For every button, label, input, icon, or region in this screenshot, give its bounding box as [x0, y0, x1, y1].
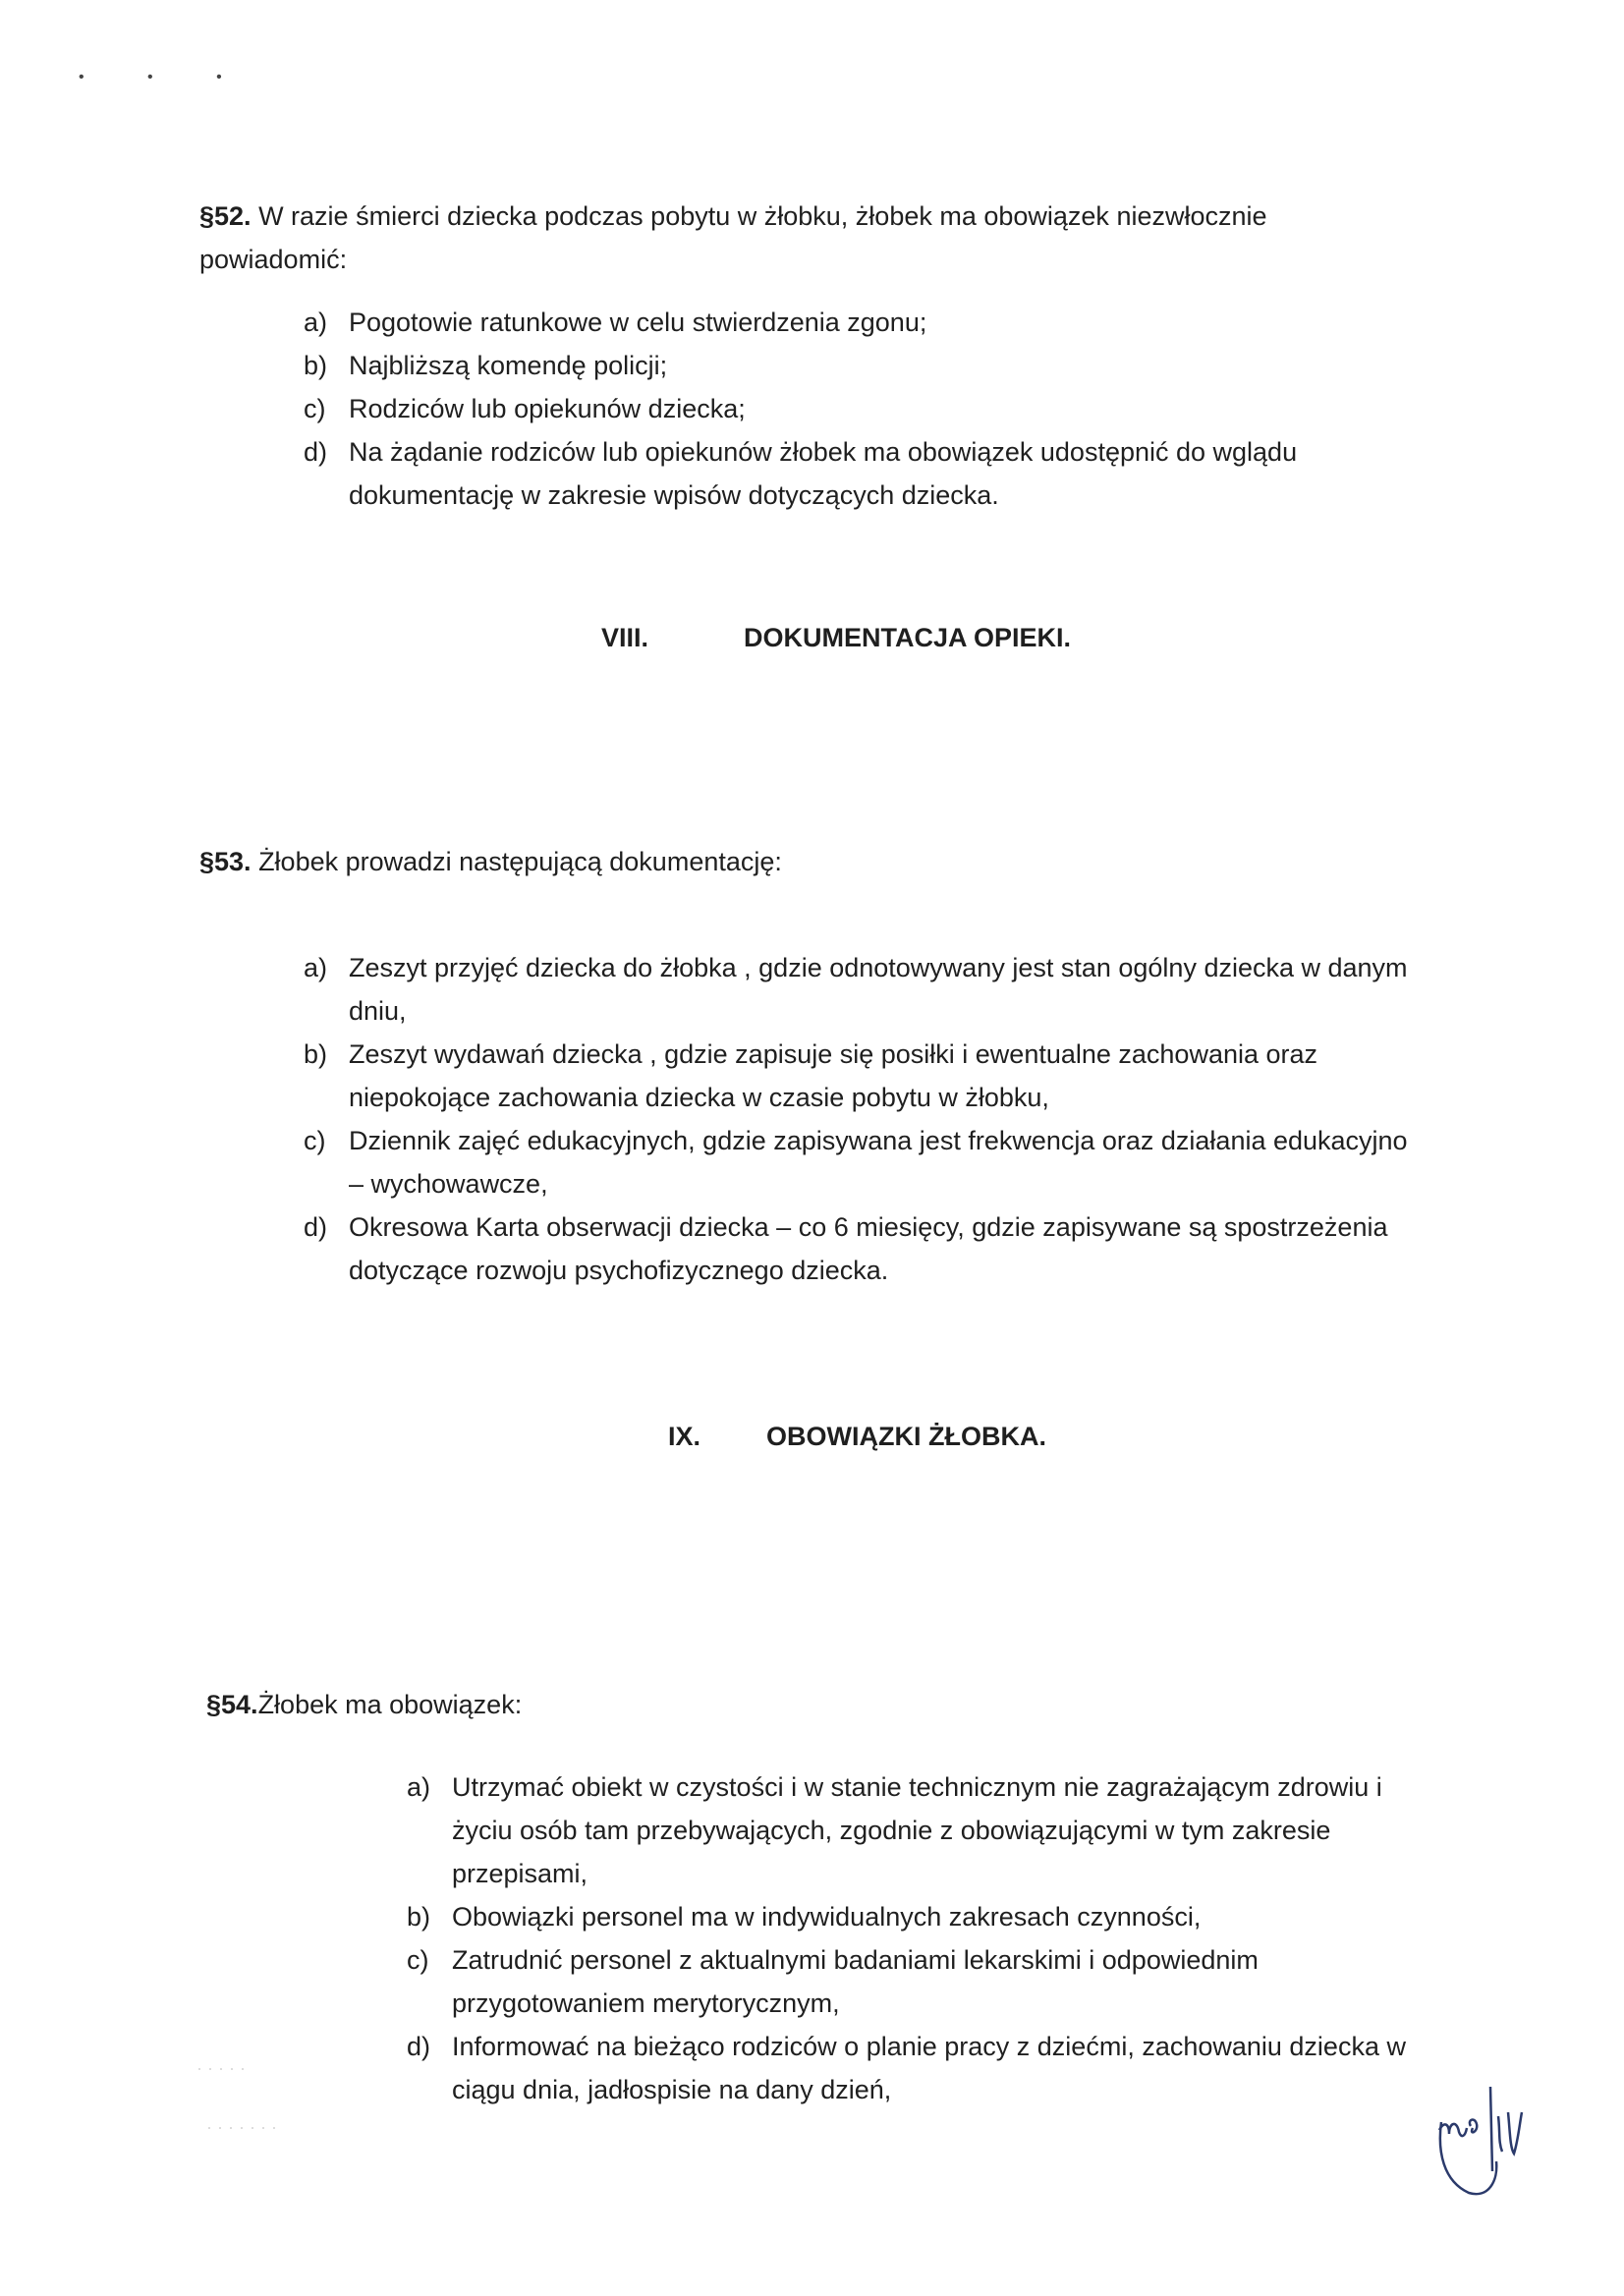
paragraph-53-list [304, 946, 1429, 1292]
bleed-through-mark: · · · · · [196, 2058, 246, 2078]
list-item-marker: a) [407, 1772, 431, 1802]
list-item [407, 1765, 1444, 1895]
list-item-marker: d) [304, 437, 328, 467]
handwritten-signature-icon [1429, 2083, 1547, 2211]
paragraph-54-list [407, 1765, 1444, 2111]
list-item [304, 1205, 1429, 1292]
section-title: OBOWIĄZKI ŻŁOBKA. [766, 1422, 1046, 1451]
list-item [304, 387, 1331, 430]
list-item-text: Najbliższą komendę policji; [349, 351, 668, 380]
scan-specks: • • • [79, 69, 252, 85]
list-item [304, 1119, 1429, 1205]
list-item-text: Dziennik zajęć edukacyjnych, gdzie zapisywana jest frekwencja oraz działania edukacyjno – wychowawcze, [349, 1126, 1408, 1199]
paragraph-54-text: Żłobek ma obowiązek: [257, 1690, 523, 1719]
list-item [304, 344, 1331, 387]
list-item-text: Zeszyt przyjęć dziecka do żłobka , gdzie odnotowywany jest stan ogólny dziecka w danym dniu, [349, 953, 1408, 1026]
list-item [407, 1895, 1444, 1938]
list-item-text: Rodziców lub opiekunów dziecka; [349, 394, 746, 423]
paragraph-52-number: §52. [199, 201, 252, 231]
list-item-marker: a) [304, 953, 328, 982]
section-heading-9 [668, 1415, 1046, 1458]
list-item [407, 1938, 1444, 2025]
paragraph-54 [206, 1683, 1464, 2111]
list-item-text: Obowiązki personel ma w indywidualnych zakresach czynności, [452, 1902, 1202, 1932]
list-item-marker: d) [407, 2032, 431, 2061]
list-item-text: Pogotowie ratunkowe w celu stwierdzenia zgonu; [349, 308, 927, 337]
list-item-text: Zatrudnić personel z aktualnymi badaniami lekarskimi i odpowiednim przygotowaniem merytorycznym, [452, 1945, 1259, 2018]
paragraph-53-text: Żłobek prowadzi następującą dokumentację: [251, 847, 782, 876]
paragraph-54-intro [206, 1683, 1464, 1726]
list-item-marker: c) [304, 1126, 326, 1155]
list-item-marker: c) [407, 1945, 429, 1975]
list-item-marker: a) [304, 308, 328, 337]
list-item-marker: b) [304, 351, 328, 380]
paragraph-54-number: §54. [206, 1690, 258, 1719]
list-item [304, 946, 1429, 1033]
list-item-text: Informować na bieżąco rodziców o planie pracy z dziećmi, zachowaniu dziecka w ciągu dnia, jadłospisie na dany dzień, [452, 2032, 1406, 2104]
list-item [304, 430, 1331, 517]
list-item-marker: b) [407, 1902, 431, 1932]
paragraph-52 [199, 195, 1349, 517]
paragraph-52-intro [199, 195, 1349, 281]
list-item-text: Na żądanie rodziców lub opiekunów żłobek ma obowiązek udostępnić do wglądu dokumentację w zakresie wpisów dotyczących dziecka. [349, 437, 1298, 510]
list-item-marker: d) [304, 1212, 328, 1242]
paragraph-53-number: §53. [199, 847, 252, 876]
list-item-marker: c) [304, 394, 326, 423]
paragraph-52-list [304, 301, 1331, 517]
bleed-through-mark: · · · · · · · [206, 2117, 277, 2137]
list-item [407, 2025, 1444, 2111]
section-heading-8 [601, 616, 1071, 659]
list-item-marker: b) [304, 1039, 328, 1069]
section-title: DOKUMENTACJA OPIEKI. [744, 623, 1072, 652]
paragraph-53-intro [199, 840, 1437, 883]
paragraph-53 [199, 840, 1437, 1292]
list-item [304, 1033, 1429, 1119]
list-item-text: Okresowa Karta obserwacji dziecka – co 6 miesięcy, gdzie zapisywane są spostrzeżenia dotyczące rozwoju psychofizycznego dziecka. [349, 1212, 1388, 1285]
list-item [304, 301, 1331, 344]
section-number: IX. [668, 1422, 701, 1451]
list-item-text: Utrzymać obiekt w czystości i w stanie technicznym nie zagrażającym zdrowiu i życiu osób tam przebywających, zgodnie z obowiązującymi w tym zakresie przepisami, [452, 1772, 1382, 1888]
section-number: VIII. [601, 623, 649, 652]
paragraph-52-text: W razie śmierci dziecka podczas pobytu w żłobku, żłobek ma obowiązek niezwłocznie powiadomić: [199, 201, 1267, 274]
list-item-text: Zeszyt wydawań dziecka , gdzie zapisuje się posiłki i ewentualne zachowania oraz niepokojące zachowania dziecka w czasie pobytu w żłobku, [349, 1039, 1318, 1112]
